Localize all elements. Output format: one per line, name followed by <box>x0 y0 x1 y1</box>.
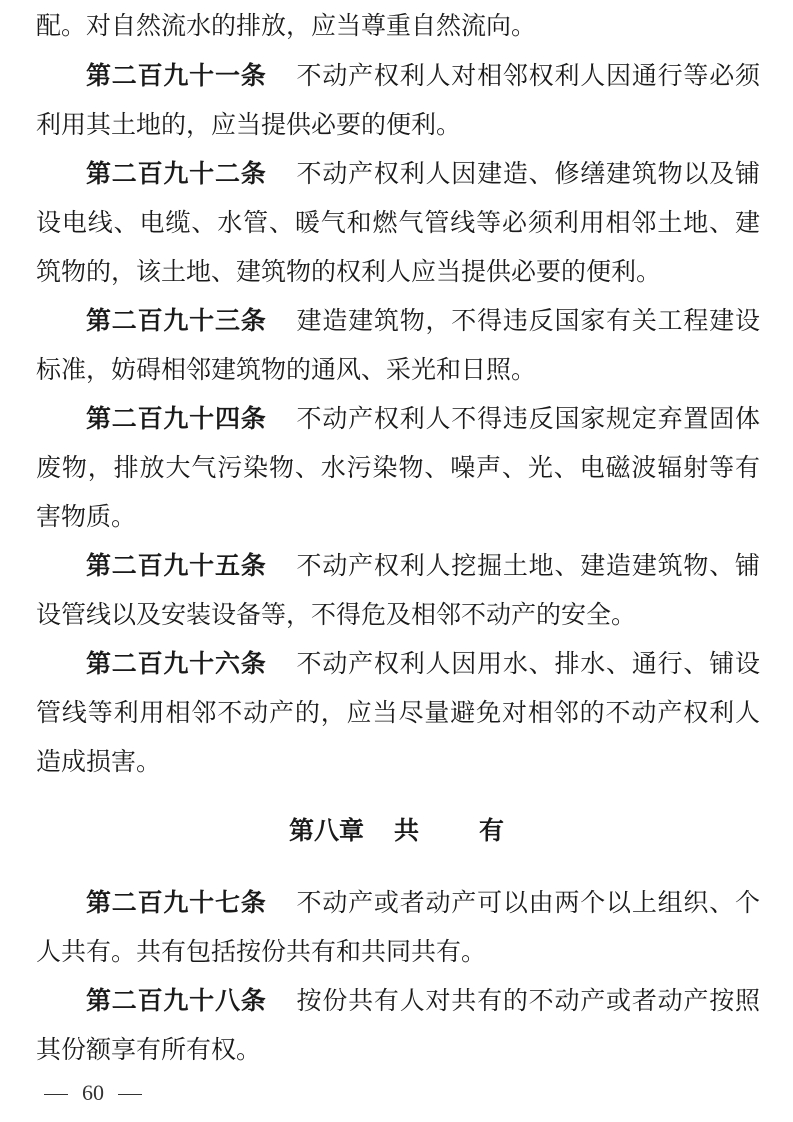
article-title: 第二百九十八条 <box>86 986 267 1015</box>
text-line: 害物质。 <box>36 502 137 531</box>
chapter-heading <box>0 813 793 849</box>
article-298 <box>86 985 760 1017</box>
text-line: 利用其土地的，应当提供必要的便利。 <box>36 110 462 139</box>
chapter-title-char: 有 <box>479 816 505 845</box>
text-line: 配。对自然流水的排放，应当尊重自然流向。 <box>36 11 537 40</box>
text-line: 造成损害。 <box>36 747 162 776</box>
article-text: 不动产或者动产可以由两个以上组织、个 <box>296 888 760 917</box>
text-line: 设管线以及安装设备等，不得危及相邻不动产的安全。 <box>36 600 637 629</box>
text-line: 标准，妨碍相邻建筑物的通风、采光和日照。 <box>36 355 537 384</box>
article-291 <box>86 60 760 92</box>
article-293 <box>86 305 760 337</box>
chapter-title-char: 共 <box>393 816 419 845</box>
dash-left <box>44 1094 68 1095</box>
text-line: 废物，排放大气污染物、水污染物、噪声、光、电磁波辐射等有 <box>36 453 760 482</box>
text-line: 管线等利用相邻不动产的，应当尽量避免对相邻的不动产权利人 <box>36 698 760 727</box>
text-line: 人共有。共有包括按份共有和共同共有。 <box>36 937 487 966</box>
article-title: 第二百九十六条 <box>86 649 267 678</box>
page-number: 60 <box>82 1080 104 1105</box>
article-title: 第二百九十四条 <box>86 404 267 433</box>
article-title: 第二百九十七条 <box>86 888 267 917</box>
text-line: 筑物的，该土地、建筑物的权利人应当提供必要的便利。 <box>36 257 662 286</box>
chapter-number: 第八章 <box>288 816 364 845</box>
article-text: 不动产权利人对相邻权利人因通行等必须 <box>296 61 760 90</box>
article-title: 第二百九十五条 <box>86 551 267 580</box>
article-title: 第二百九十三条 <box>86 306 267 335</box>
dash-right <box>118 1094 142 1095</box>
article-text: 不动产权利人挖掘土地、建造建筑物、铺 <box>296 551 760 580</box>
article-title: 第二百九十一条 <box>86 61 267 90</box>
article-296 <box>86 648 760 680</box>
article-text: 按份共有人对共有的不动产或者动产按照 <box>296 986 760 1015</box>
article-text: 不动产权利人因建造、修缮建筑物以及铺 <box>296 159 760 188</box>
article-text: 不动产权利人不得违反国家规定弃置固体 <box>296 404 760 433</box>
article-295 <box>86 550 760 582</box>
page-footer <box>44 1078 142 1108</box>
article-294 <box>86 403 760 435</box>
article-title: 第二百九十二条 <box>86 159 267 188</box>
text-line: 设电线、电缆、水管、暖气和燃气管线等必须利用相邻土地、建 <box>36 208 760 237</box>
article-292 <box>86 158 760 190</box>
text-line: 其份额享有所有权。 <box>36 1035 262 1064</box>
article-text: 不动产权利人因用水、排水、通行、铺设 <box>296 649 760 678</box>
article-297 <box>86 887 760 919</box>
article-text: 建造建筑物，不得违反国家有关工程建设 <box>296 306 760 335</box>
